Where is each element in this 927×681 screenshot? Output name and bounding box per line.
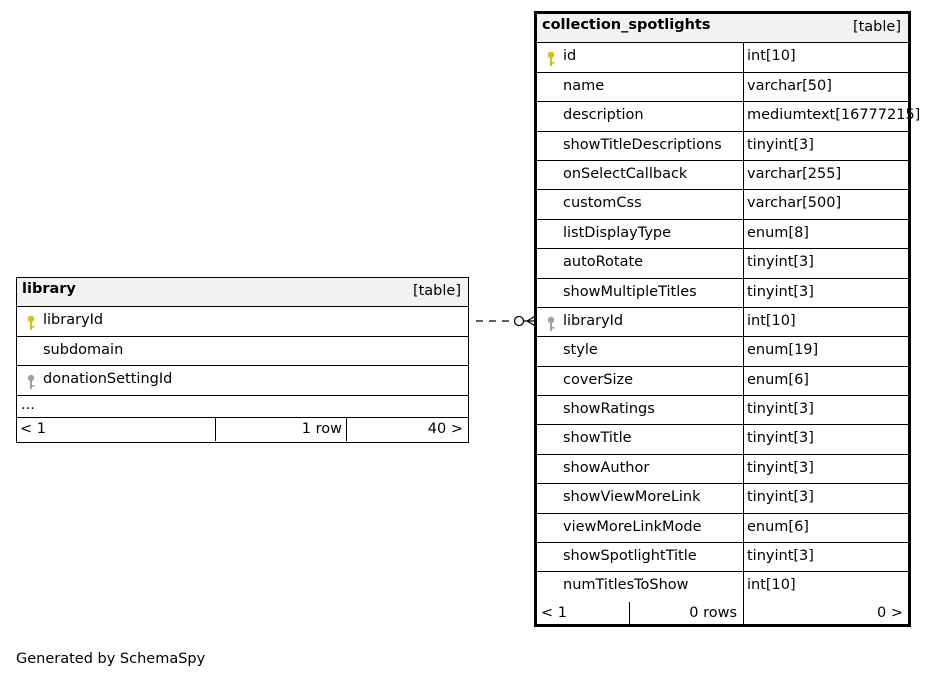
collection-spotlights-column-name: showViewMoreLink bbox=[563, 489, 701, 506]
collection-spotlights-column-type: enum[6] bbox=[747, 518, 809, 535]
collection-spotlights-column-type: varchar[255] bbox=[747, 165, 842, 182]
library-next-page[interactable]: 40 > bbox=[427, 420, 463, 437]
collection-spotlights-column-type: varchar[50] bbox=[747, 77, 832, 94]
collection-spotlights-column-name: libraryId bbox=[563, 312, 624, 329]
collection-spotlights-column-name: style bbox=[563, 342, 598, 359]
collection-spotlights-column-name: showMultipleTitles bbox=[563, 283, 697, 300]
collection-spotlights-column-type: int[10] bbox=[747, 312, 796, 329]
collection-spotlights-column-name: name bbox=[563, 77, 605, 94]
collection-spotlights-column-name: showSpotlightTitle bbox=[563, 548, 697, 565]
collection-spotlights-column-type: tinyint[3] bbox=[747, 548, 814, 565]
collection-spotlights-column-name: listDisplayType bbox=[563, 224, 672, 241]
collection-spotlights-table-type-label: [table] bbox=[852, 19, 901, 35]
collection-spotlights-column-name: showRatings bbox=[563, 401, 655, 418]
library-column-name: libraryId bbox=[43, 312, 104, 329]
library-prev-page[interactable]: < 1 bbox=[20, 420, 46, 437]
generated-by-label: Generated by SchemaSpy bbox=[16, 651, 206, 667]
collection-spotlights-column-type: int[10] bbox=[747, 48, 796, 65]
collection-spotlights-column-type: enum[8] bbox=[747, 224, 809, 241]
collection-spotlights-column-name: id bbox=[563, 48, 577, 65]
collection-spotlights-column-type: varchar[500] bbox=[747, 195, 842, 212]
library-table-name: library bbox=[22, 281, 76, 297]
collection-spotlights-column-name: showTitleDescriptions bbox=[563, 136, 722, 153]
collection-spotlights-column-name: viewMoreLinkMode bbox=[563, 518, 702, 535]
collection-spotlights-column-type: enum[19] bbox=[747, 342, 819, 359]
collection-spotlights-column-name: coverSize bbox=[563, 371, 634, 388]
collection-spotlights-column-type: tinyint[3] bbox=[747, 283, 814, 300]
optional-marker-icon bbox=[515, 317, 524, 326]
collection-spotlights-table-name: collection_spotlights bbox=[542, 17, 711, 33]
collection-spotlights-column-type: tinyint[3] bbox=[747, 430, 814, 447]
collection-spotlights-column-type: tinyint[3] bbox=[747, 136, 814, 153]
collection-spotlights-column-type: tinyint[3] bbox=[747, 401, 814, 418]
collection-spotlights-column-name: autoRotate bbox=[563, 254, 644, 271]
collection-spotlights-column-name: onSelectCallback bbox=[563, 165, 688, 182]
collection-spotlights-column-type: tinyint[3] bbox=[747, 254, 814, 271]
library-row-count: 1 row bbox=[301, 420, 342, 437]
collection-spotlights-column-type: tinyint[3] bbox=[747, 459, 814, 476]
collection-spotlights-next-page[interactable]: 0 > bbox=[877, 604, 903, 621]
collection-spotlights-column-type: tinyint[3] bbox=[747, 489, 814, 506]
collection-spotlights-column-type: mediumtext[16777215] bbox=[747, 107, 921, 124]
collection-spotlights-column-name: description bbox=[563, 107, 644, 124]
collection-spotlights-row-count: 0 rows bbox=[689, 604, 737, 621]
collection-spotlights-column-name: showTitle bbox=[563, 430, 632, 447]
library-column-name: subdomain bbox=[43, 341, 124, 358]
collection-spotlights-column-name: showAuthor bbox=[563, 459, 650, 476]
collection-spotlights-column-type: int[10] bbox=[747, 577, 796, 594]
collection-spotlights-column-name: numTitlesToShow bbox=[563, 577, 689, 594]
more-columns-ellipsis: ... bbox=[21, 396, 35, 413]
collection-spotlights-prev-page[interactable]: < 1 bbox=[541, 604, 567, 621]
library-table-type-label: [table] bbox=[412, 283, 461, 299]
library-column-name: donationSettingId bbox=[43, 371, 173, 388]
crows-foot-icon bbox=[527, 315, 537, 321]
collection-spotlights-column-type: enum[6] bbox=[747, 371, 809, 388]
collection-spotlights-column-name: customCss bbox=[563, 195, 642, 212]
